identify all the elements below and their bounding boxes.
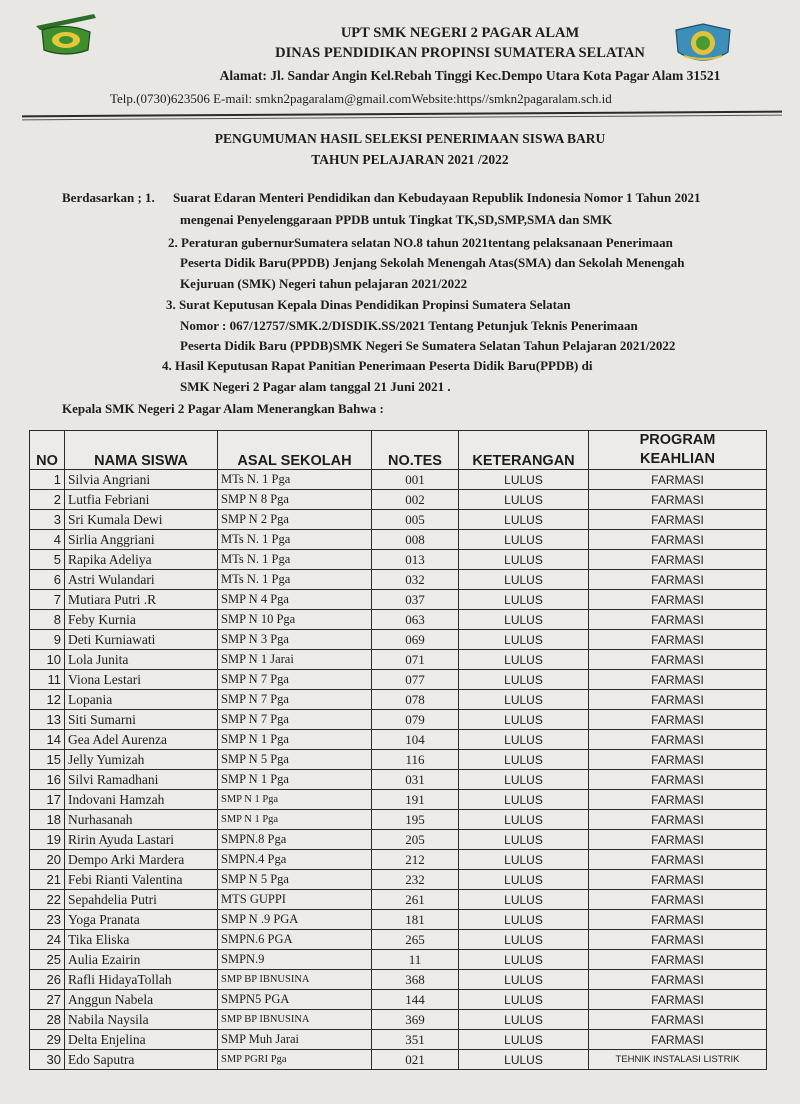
cell-nama: Ririn Ayuda Lastari	[65, 830, 218, 850]
table-row	[30, 970, 767, 990]
cell-no: 21	[30, 870, 65, 890]
table-row	[30, 910, 767, 930]
cell-nama: Delta Enjelina	[65, 1030, 218, 1050]
cell-asal: MTs N. 1 Pga	[218, 470, 372, 490]
cell-no: 20	[30, 850, 65, 870]
cell-nama: Indovani Hamzah	[65, 790, 218, 810]
cell-no: 17	[30, 790, 65, 810]
cell-program: FARMASI	[589, 930, 767, 950]
cell-keterangan: LULUS	[459, 670, 589, 690]
table-row	[30, 550, 767, 570]
cell-nama: Mutiara Putri .R	[65, 590, 218, 610]
table-row	[30, 590, 767, 610]
cell-no: 9	[30, 630, 65, 650]
results-table	[29, 430, 767, 1070]
cell-program: FARMASI	[589, 970, 767, 990]
cell-asal: SMP N 7 Pga	[218, 670, 372, 690]
cell-no: 8	[30, 610, 65, 630]
cell-no: 11	[30, 670, 65, 690]
table-row	[30, 810, 767, 830]
cell-program: FARMASI	[589, 630, 767, 650]
basis-line: Kejuruan (SMK) Negeri tahun pelajaran 2021/2022	[180, 276, 468, 291]
cell-program: FARMASI	[589, 670, 767, 690]
cell-no: 1	[30, 470, 65, 490]
cell-nama: Lola Junita	[65, 650, 218, 670]
cell-no: 30	[30, 1050, 65, 1070]
cell-nama: Aulia Ezairin	[65, 950, 218, 970]
cell-nama: Nurhasanah	[65, 810, 218, 830]
cell-no: 22	[30, 890, 65, 910]
cell-tes: 002	[372, 490, 459, 510]
cell-program: FARMASI	[589, 870, 767, 890]
cell-tes: 104	[372, 730, 459, 750]
cell-program: FARMASI	[589, 910, 767, 930]
cell-no: 18	[30, 810, 65, 830]
cell-program: FARMASI	[589, 550, 767, 570]
cell-no: 13	[30, 710, 65, 730]
cell-nama: Nabila Naysila	[65, 1010, 218, 1030]
cell-program: FARMASI	[589, 570, 767, 590]
cell-asal: SMP N 7 Pga	[218, 710, 372, 730]
cell-asal: SMP N 1 Pga	[218, 810, 372, 830]
cell-no: 12	[30, 690, 65, 710]
cell-keterangan: LULUS	[459, 730, 589, 750]
cell-no: 19	[30, 830, 65, 850]
cell-no: 7	[30, 590, 65, 610]
table-row	[30, 650, 767, 670]
cell-tes: 001	[372, 470, 459, 490]
cell-keterangan: LULUS	[459, 550, 589, 570]
cell-nama: Edo Saputra	[65, 1050, 218, 1070]
cell-nama: Sirlia Anggriani	[65, 530, 218, 550]
basis-line: Nomor : 067/12757/SMK.2/DISDIK.SS/2021 Tentang Petunjuk Teknis Penerimaan	[180, 318, 638, 333]
col-header-no: NO	[30, 431, 65, 470]
cell-nama: Lutfia Febriani	[65, 490, 218, 510]
cell-keterangan: LULUS	[459, 570, 589, 590]
cell-asal: SMPN.8 Pga	[218, 830, 372, 850]
cell-keterangan: LULUS	[459, 770, 589, 790]
cell-tes: 205	[372, 830, 459, 850]
cell-program: FARMASI	[589, 610, 767, 630]
table-row	[30, 930, 767, 950]
cell-asal: SMP BP IBNUSINA	[218, 1010, 372, 1030]
col-header-program	[589, 431, 767, 470]
cell-nama: Dempo Arki Mardera	[65, 850, 218, 870]
cell-keterangan: LULUS	[459, 870, 589, 890]
cell-keterangan: LULUS	[459, 950, 589, 970]
school-contact: Telp.(0730)623506 E-mail: smkn2pagaralam@gmail.comWebsite:https//smkn2pagaralam.sch.id	[110, 91, 612, 106]
cell-keterangan: LULUS	[459, 630, 589, 650]
cell-keterangan: LULUS	[459, 530, 589, 550]
table-row	[30, 610, 767, 630]
table-row	[30, 850, 767, 870]
cell-keterangan: LULUS	[459, 910, 589, 930]
cell-keterangan: LULUS	[459, 890, 589, 910]
cell-tes: 232	[372, 870, 459, 890]
cell-no: 14	[30, 730, 65, 750]
cell-program: FARMASI	[589, 850, 767, 870]
basis-line: 3. Surat Keputusan Kepala Dinas Pendidikan Propinsi Sumatera Selatan	[166, 297, 571, 312]
basis-closing: Kepala SMK Negeri 2 Pagar Alam Menerangkan Bahwa :	[62, 401, 384, 416]
cell-no: 26	[30, 970, 65, 990]
agency-name: DINAS PENDIDIKAN PROPINSI SUMATERA SELATAN	[275, 45, 645, 61]
cell-keterangan: LULUS	[459, 1010, 589, 1030]
cell-program: FARMASI	[589, 590, 767, 610]
table-row	[30, 770, 767, 790]
cell-program: FARMASI	[589, 710, 767, 730]
cell-nama: Sepahdelia Putri	[65, 890, 218, 910]
announcement-title: PENGUMUMAN HASIL SELEKSI PENERIMAAN SISWA BARU	[214, 131, 606, 146]
cell-keterangan: LULUS	[459, 590, 589, 610]
cell-asal: SMP N 1 Pga	[218, 730, 372, 750]
cell-tes: 144	[372, 990, 459, 1010]
cell-nama: Jelly Yumizah	[65, 750, 218, 770]
cell-no: 24	[30, 930, 65, 950]
cell-tes: 005	[372, 510, 459, 530]
col-header-tes: NO.TES	[372, 431, 459, 470]
col-header-program-line1: PROGRAM	[639, 432, 716, 448]
basis-line: 2. Peraturan gubernurSumatera selatan NO.8 tahun 2021tentang pelaksanaan Penerimaan	[168, 235, 673, 250]
table-row	[30, 490, 767, 510]
cell-keterangan: LULUS	[459, 490, 589, 510]
col-header-nama: NAMA SISWA	[65, 431, 218, 470]
cell-asal: SMP N 2 Pga	[218, 510, 372, 530]
cell-no: 5	[30, 550, 65, 570]
cell-nama: Feby Kurnia	[65, 610, 218, 630]
cell-tes: 021	[372, 1050, 459, 1070]
table-row	[30, 730, 767, 750]
cell-nama: Gea Adel Aurenza	[65, 730, 218, 750]
cell-no: 10	[30, 650, 65, 670]
cell-program: FARMASI	[589, 530, 767, 550]
cell-no: 23	[30, 910, 65, 930]
cell-keterangan: LULUS	[459, 710, 589, 730]
cell-program: FARMASI	[589, 730, 767, 750]
table-row	[30, 1030, 767, 1050]
cell-tes: 116	[372, 750, 459, 770]
cell-asal: SMP N .9 PGA	[218, 910, 372, 930]
cell-no: 2	[30, 490, 65, 510]
cell-program: FARMASI	[589, 650, 767, 670]
table-row	[30, 830, 767, 850]
cell-asal: SMP Muh Jarai	[218, 1030, 372, 1050]
cell-no: 16	[30, 770, 65, 790]
table-row	[30, 710, 767, 730]
cell-keterangan: LULUS	[459, 830, 589, 850]
table-row	[30, 510, 767, 530]
basis-line: Peserta Didik Baru(PPDB) Jenjang Sekolah Menengah Atas(SMA) dan Sekolah Menengah	[180, 255, 685, 270]
table-row	[30, 530, 767, 550]
cell-tes: 079	[372, 710, 459, 730]
cell-keterangan: LULUS	[459, 990, 589, 1010]
cell-tes: 195	[372, 810, 459, 830]
cell-nama: Yoga Pranata	[65, 910, 218, 930]
cell-keterangan: LULUS	[459, 1030, 589, 1050]
table-header-row	[30, 431, 767, 470]
cell-keterangan: LULUS	[459, 610, 589, 630]
table-row	[30, 750, 767, 770]
basis-intro: Berdasarkan ; 1.	[62, 190, 155, 205]
cell-asal: SMP N 5 Pga	[218, 750, 372, 770]
cell-keterangan: LULUS	[459, 930, 589, 950]
table-row	[30, 870, 767, 890]
cell-program: FARMASI	[589, 830, 767, 850]
cell-asal: MTs N. 1 Pga	[218, 530, 372, 550]
cell-nama: Silvi Ramadhani	[65, 770, 218, 790]
cell-nama: Silvia Angriani	[65, 470, 218, 490]
cell-asal: SMP N 7 Pga	[218, 690, 372, 710]
cell-no: 28	[30, 1010, 65, 1030]
cell-tes: 078	[372, 690, 459, 710]
cell-tes: 191	[372, 790, 459, 810]
cell-asal: SMP N 1 Pga	[218, 770, 372, 790]
cell-nama: Deti Kurniawati	[65, 630, 218, 650]
cell-tes: 369	[372, 1010, 459, 1030]
cell-no: 29	[30, 1030, 65, 1050]
cell-program: FARMASI	[589, 950, 767, 970]
school-name: UPT SMK NEGERI 2 PAGAR ALAM	[340, 25, 580, 41]
table-row	[30, 990, 767, 1010]
table-row	[30, 950, 767, 970]
cell-nama: Viona Lestari	[65, 670, 218, 690]
table-row	[30, 1050, 767, 1070]
cell-asal: SMPN5 PGA	[218, 990, 372, 1010]
cell-keterangan: LULUS	[459, 750, 589, 770]
cell-no: 6	[30, 570, 65, 590]
cell-keterangan: LULUS	[459, 1050, 589, 1070]
cell-asal: SMP N 5 Pga	[218, 870, 372, 890]
cell-program: FARMASI	[589, 810, 767, 830]
cell-keterangan: LULUS	[459, 690, 589, 710]
basis-line: mengenai Penyelenggaraan PPDB untuk Tingkat TK,SD,SMP,SMA dan SMK	[180, 212, 613, 227]
col-header-ket: KETERANGAN	[459, 431, 589, 470]
cell-nama: Tika Eliska	[65, 930, 218, 950]
basis-line: 4. Hasil Keputusan Rapat Panitian Penerimaan Peserta Didik Baru(PPDB) di	[162, 358, 593, 373]
cell-asal: MTS GUPPI	[218, 890, 372, 910]
cell-no: 27	[30, 990, 65, 1010]
cell-program: FARMASI	[589, 490, 767, 510]
cell-no: 4	[30, 530, 65, 550]
cell-nama: Astri Wulandari	[65, 570, 218, 590]
cell-program: FARMASI	[589, 770, 767, 790]
cell-tes: 032	[372, 570, 459, 590]
cell-keterangan: LULUS	[459, 470, 589, 490]
cell-program: FARMASI	[589, 890, 767, 910]
cell-asal: SMP N 3 Pga	[218, 630, 372, 650]
cell-asal: SMPN.4 Pga	[218, 850, 372, 870]
cell-asal: SMP N 8 Pga	[218, 490, 372, 510]
cell-no: 25	[30, 950, 65, 970]
cell-program: FARMASI	[589, 510, 767, 530]
cell-tes: 261	[372, 890, 459, 910]
col-header-program-line2: KEAHLIAN	[640, 451, 715, 467]
cell-tes: 212	[372, 850, 459, 870]
cell-tes: 013	[372, 550, 459, 570]
cell-tes: 071	[372, 650, 459, 670]
cell-asal: SMP N 10 Pga	[218, 610, 372, 630]
cell-nama: Siti Sumarni	[65, 710, 218, 730]
cell-keterangan: LULUS	[459, 790, 589, 810]
basis-line: SMK Negeri 2 Pagar alam tanggal 21 Juni 2021 .	[180, 379, 451, 394]
cell-keterangan: LULUS	[459, 970, 589, 990]
table-row	[30, 470, 767, 490]
cell-asal: SMP PGRI Pga	[218, 1050, 372, 1070]
cell-asal: MTs N. 1 Pga	[218, 550, 372, 570]
cell-program: FARMASI	[589, 1030, 767, 1050]
cell-asal: SMP N 4 Pga	[218, 590, 372, 610]
cell-nama: Rapika Adeliya	[65, 550, 218, 570]
cell-tes: 077	[372, 670, 459, 690]
cell-nama: Lopania	[65, 690, 218, 710]
cell-tes: 181	[372, 910, 459, 930]
table-row	[30, 1010, 767, 1030]
table-row	[30, 630, 767, 650]
cell-program: FARMASI	[589, 750, 767, 770]
table-row	[30, 890, 767, 910]
cell-asal: SMPN.6 PGA	[218, 930, 372, 950]
cell-keterangan: LULUS	[459, 650, 589, 670]
table-row	[30, 670, 767, 690]
cell-tes: 069	[372, 630, 459, 650]
cell-no: 15	[30, 750, 65, 770]
cell-nama: Sri Kumala Dewi	[65, 510, 218, 530]
cell-program: TEHNIK INSTALASI LISTRIK	[589, 1050, 767, 1070]
cell-tes: 063	[372, 610, 459, 630]
cell-no: 3	[30, 510, 65, 530]
col-header-asal: ASAL SEKOLAH	[218, 431, 372, 470]
cell-program: FARMASI	[589, 470, 767, 490]
cell-asal: MTs N. 1 Pga	[218, 570, 372, 590]
cell-nama: Anggun Nabela	[65, 990, 218, 1010]
basis-line: Peserta Didik Baru (PPDB)SMK Negeri Se Sumatera Selatan Tahun Pelajaran 2021/2022	[180, 338, 676, 353]
cell-program: FARMASI	[589, 690, 767, 710]
cell-keterangan: LULUS	[459, 850, 589, 870]
cell-program: FARMASI	[589, 790, 767, 810]
cell-nama: Rafli HidayaTollah	[65, 970, 218, 990]
basis-line: Suarat Edaran Menteri Pendidikan dan Kebudayaan Republik Indonesia Nomor 1 Tahun 2021	[173, 190, 701, 205]
table-row	[30, 570, 767, 590]
cell-asal: SMPN.9	[218, 950, 372, 970]
cell-tes: 031	[372, 770, 459, 790]
school-address: Alamat: Jl. Sandar Angin Kel.Rebah Tinggi Kec.Dempo Utara Kota Pagar Alam 31521	[219, 68, 721, 83]
cell-tes: 368	[372, 970, 459, 990]
cell-asal: SMP N 1 Jarai	[218, 650, 372, 670]
cell-asal: SMP N 1 Pga	[218, 790, 372, 810]
cell-tes: 265	[372, 930, 459, 950]
cell-tes: 351	[372, 1030, 459, 1050]
table-row	[30, 790, 767, 810]
cell-program: FARMASI	[589, 1010, 767, 1030]
cell-keterangan: LULUS	[459, 510, 589, 530]
cell-nama: Febi Rianti Valentina	[65, 870, 218, 890]
academic-year: TAHUN PELAJARAN 2021 /2022	[311, 152, 509, 167]
cell-tes: 11	[372, 950, 459, 970]
table-row	[30, 690, 767, 710]
cell-tes: 037	[372, 590, 459, 610]
cell-asal: SMP BP IBNUSINA	[218, 970, 372, 990]
cell-keterangan: LULUS	[459, 810, 589, 830]
cell-tes: 008	[372, 530, 459, 550]
cell-program: FARMASI	[589, 990, 767, 1010]
